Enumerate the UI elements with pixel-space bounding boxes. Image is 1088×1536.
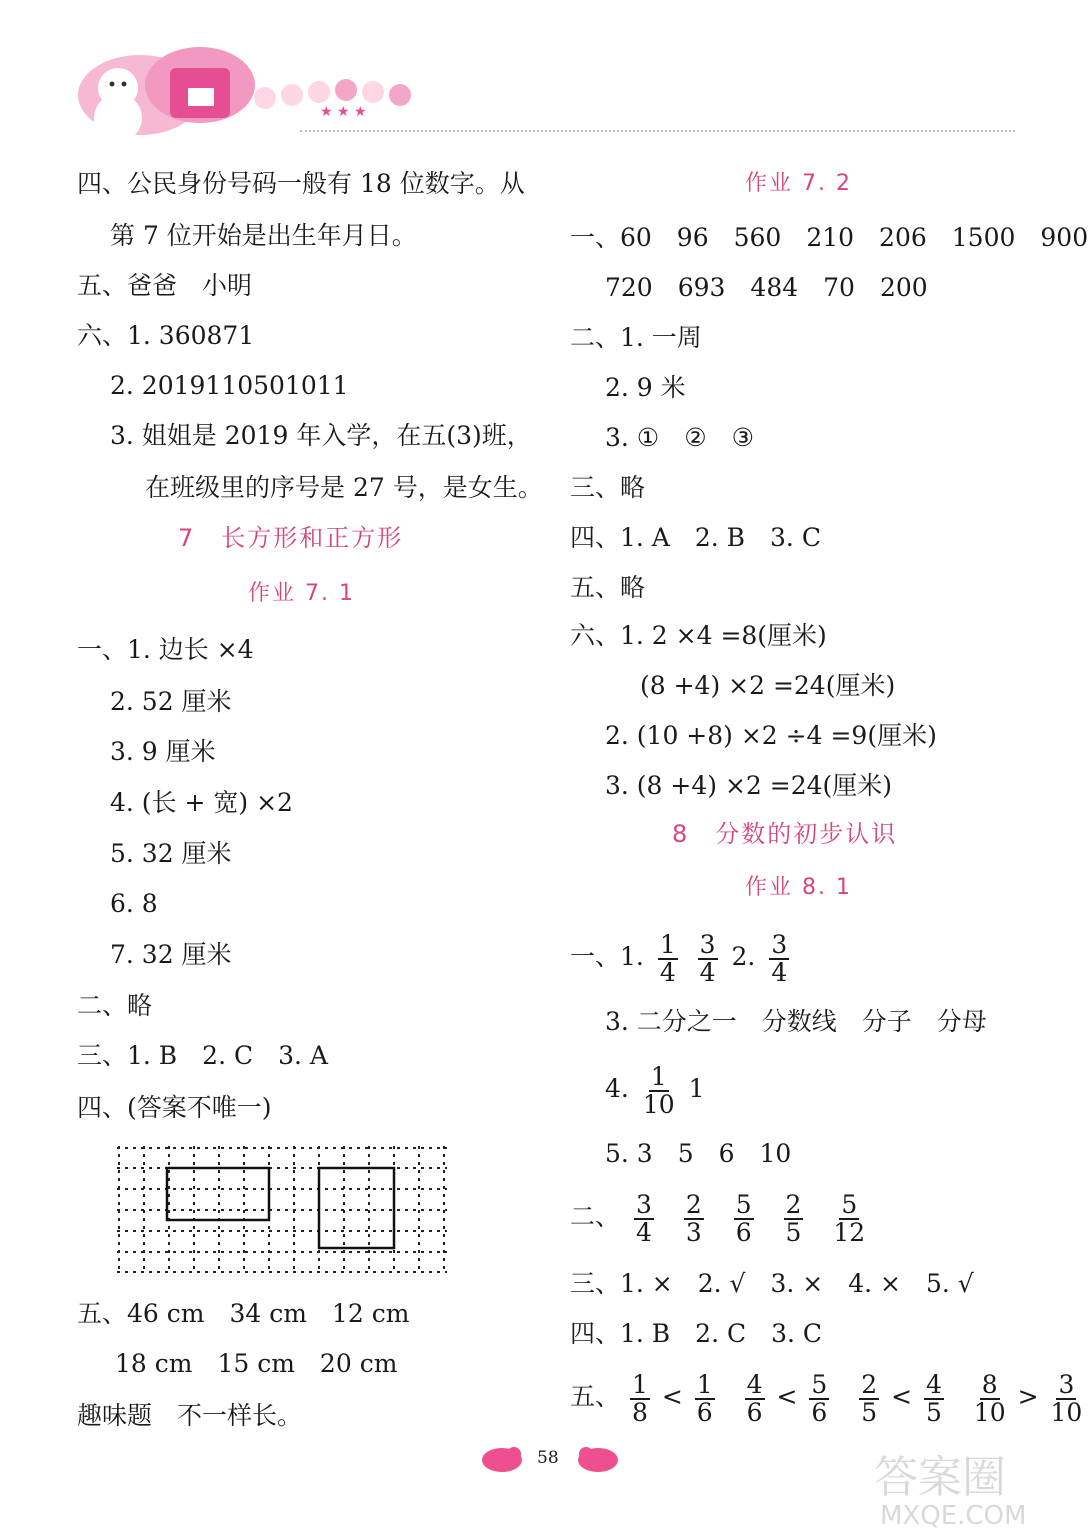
a2: 二、略 xyxy=(77,991,153,1020)
b2-1: 二、1. 一周 xyxy=(570,323,702,352)
q5-answer: 五、爸爸 小明 xyxy=(77,271,253,300)
header-divider xyxy=(300,130,1015,132)
svg-text:MXQE.COM: MXQE.COM xyxy=(880,1501,1027,1531)
c3: 三、1. × 2. √ 3. × 4. × 5. √ xyxy=(570,1269,974,1298)
dot-grid-figure xyxy=(117,1146,447,1274)
fraction: $\frac{1}{4}$ xyxy=(659,929,676,987)
q6-3b: 在班级里的序号是 27 号，是女生。 xyxy=(145,473,543,502)
rectangle-shape-2 xyxy=(319,1168,394,1248)
fraction: $\frac{3}{4}$ xyxy=(635,1189,652,1247)
a1-5: 5. 32 厘米 xyxy=(110,839,232,868)
fraction: $\frac{2}{5}$ xyxy=(785,1189,802,1247)
fraction: $\frac{5}{6}$ xyxy=(811,1369,828,1427)
b1-2: 720 693 484 70 200 xyxy=(605,273,928,302)
fraction: $\frac{3}{10}$ xyxy=(1050,1369,1083,1427)
hw72-title: 作业 7. 2 xyxy=(745,171,852,196)
b6-2: 2. (10 +8) ×2 ÷4 =9(厘米) xyxy=(605,721,937,750)
q4-line2: 第 7 位开始是出生年月日。 xyxy=(110,221,417,250)
fun-question: 趣味题 不一样长。 xyxy=(77,1401,303,1430)
fraction: $\frac{4}{6}$ xyxy=(746,1369,763,1427)
a1-1: 一、1. 边长 ×4 xyxy=(77,635,254,664)
q6-2: 2. 2019110501011 xyxy=(110,371,349,400)
header-logo xyxy=(70,40,430,140)
a1-4: 4. (长 + 宽) ×2 xyxy=(110,788,293,817)
fraction: $\frac{2}{5}$ xyxy=(861,1369,878,1427)
hw81-title: 作业 8. 1 xyxy=(745,875,852,900)
q4-line1: 四、公民身份号码一般有 18 位数字。从 xyxy=(77,169,525,198)
b2-2: 2. 9 米 xyxy=(605,373,686,402)
q6-1: 六、1. 360871 xyxy=(77,321,255,350)
c1-5: 5. 3 5 6 10 xyxy=(605,1139,792,1168)
a3: 三、1. B 2. C 3. A xyxy=(77,1041,328,1070)
b2-3: 3. ① ② ③ xyxy=(605,423,755,452)
fraction: $\frac{1}{8}$ xyxy=(631,1369,648,1427)
c1-3: 3. 二分之一 分数线 分子 分母 xyxy=(605,1007,987,1036)
fraction: $\frac{1}{10}$ xyxy=(642,1061,675,1119)
fraction: $\frac{8}{10}$ xyxy=(973,1369,1006,1427)
hw71-title: 作业 7. 1 xyxy=(248,581,355,606)
fraction: $\frac{4}{5}$ xyxy=(925,1369,942,1427)
c1-1-line: 一、1. $\frac{1}{4}$ $\frac{3}{4}$ 2. $\frac{3}{4}$ xyxy=(570,929,788,987)
c2-line: 二、 $\frac{3}{4}$ $\frac{2}{3}$ $\frac{5}{6}$ $\frac{2}{5}$ $\frac{5}{12}$ xyxy=(570,1189,866,1247)
c1-4-line: 4. $\frac{1}{10}$ 1 xyxy=(605,1061,705,1119)
a4: 四、(答案不唯一) xyxy=(77,1093,272,1122)
b3: 三、略 xyxy=(570,473,646,502)
watermark-logo xyxy=(870,1440,1045,1530)
b6-3: 3. (8 +4) ×2 =24(厘米) xyxy=(605,771,893,800)
b1-1: 一、60 96 560 210 206 1500 900 xyxy=(570,223,1088,252)
b4: 四、1. A 2. B 3. C xyxy=(570,523,821,552)
a1-3: 3. 9 厘米 xyxy=(110,737,216,766)
a5-2: 18 cm 15 cm 20 cm xyxy=(115,1349,398,1378)
a1-7: 7. 32 厘米 xyxy=(110,940,232,969)
fraction: $\frac{3}{4}$ xyxy=(771,929,788,987)
b6-1a: 六、1. 2 ×4 =8(厘米) xyxy=(570,621,827,650)
svg-text:★ ★ ★: ★ ★ ★ xyxy=(320,104,367,120)
c5-line: 五、 $\frac{1}{8}$ < $\frac{1}{6}$ $\frac{4}{6}$ < $\frac{5}{6}$ $\frac{2}{5}$ < $\frac{4}{5}$ $\frac{8}{10}$ > $\frac{3}{10}$ xyxy=(570,1369,1083,1427)
fraction: $\frac{5}{6}$ xyxy=(735,1189,752,1247)
page-number: 58 xyxy=(537,1448,559,1468)
b5: 五、略 xyxy=(570,573,646,602)
fraction: $\frac{3}{4}$ xyxy=(699,929,716,987)
fraction: $\frac{2}{3}$ xyxy=(685,1189,702,1247)
a5-1: 五、46 cm 34 cm 12 cm xyxy=(77,1299,410,1328)
q6-3a: 3. 姐姐是 2019 年入学，在五(3)班， xyxy=(110,421,532,450)
a1-6: 6. 8 xyxy=(110,889,158,918)
a1-2: 2. 52 厘米 xyxy=(110,687,232,716)
fraction: $\frac{5}{12}$ xyxy=(833,1189,866,1247)
chapter8-title: 8 分数的初步认识 xyxy=(672,820,898,848)
c4: 四、1. B 2. C 3. C xyxy=(570,1319,823,1348)
chapter7-title: 7 长方形和正方形 xyxy=(178,524,404,552)
fraction: $\frac{1}{6}$ xyxy=(696,1369,713,1427)
b6-1b: (8 +4) ×2 =24(厘米) xyxy=(640,671,896,700)
svg-text:答案圈: 答案圈 xyxy=(874,1452,1006,1503)
